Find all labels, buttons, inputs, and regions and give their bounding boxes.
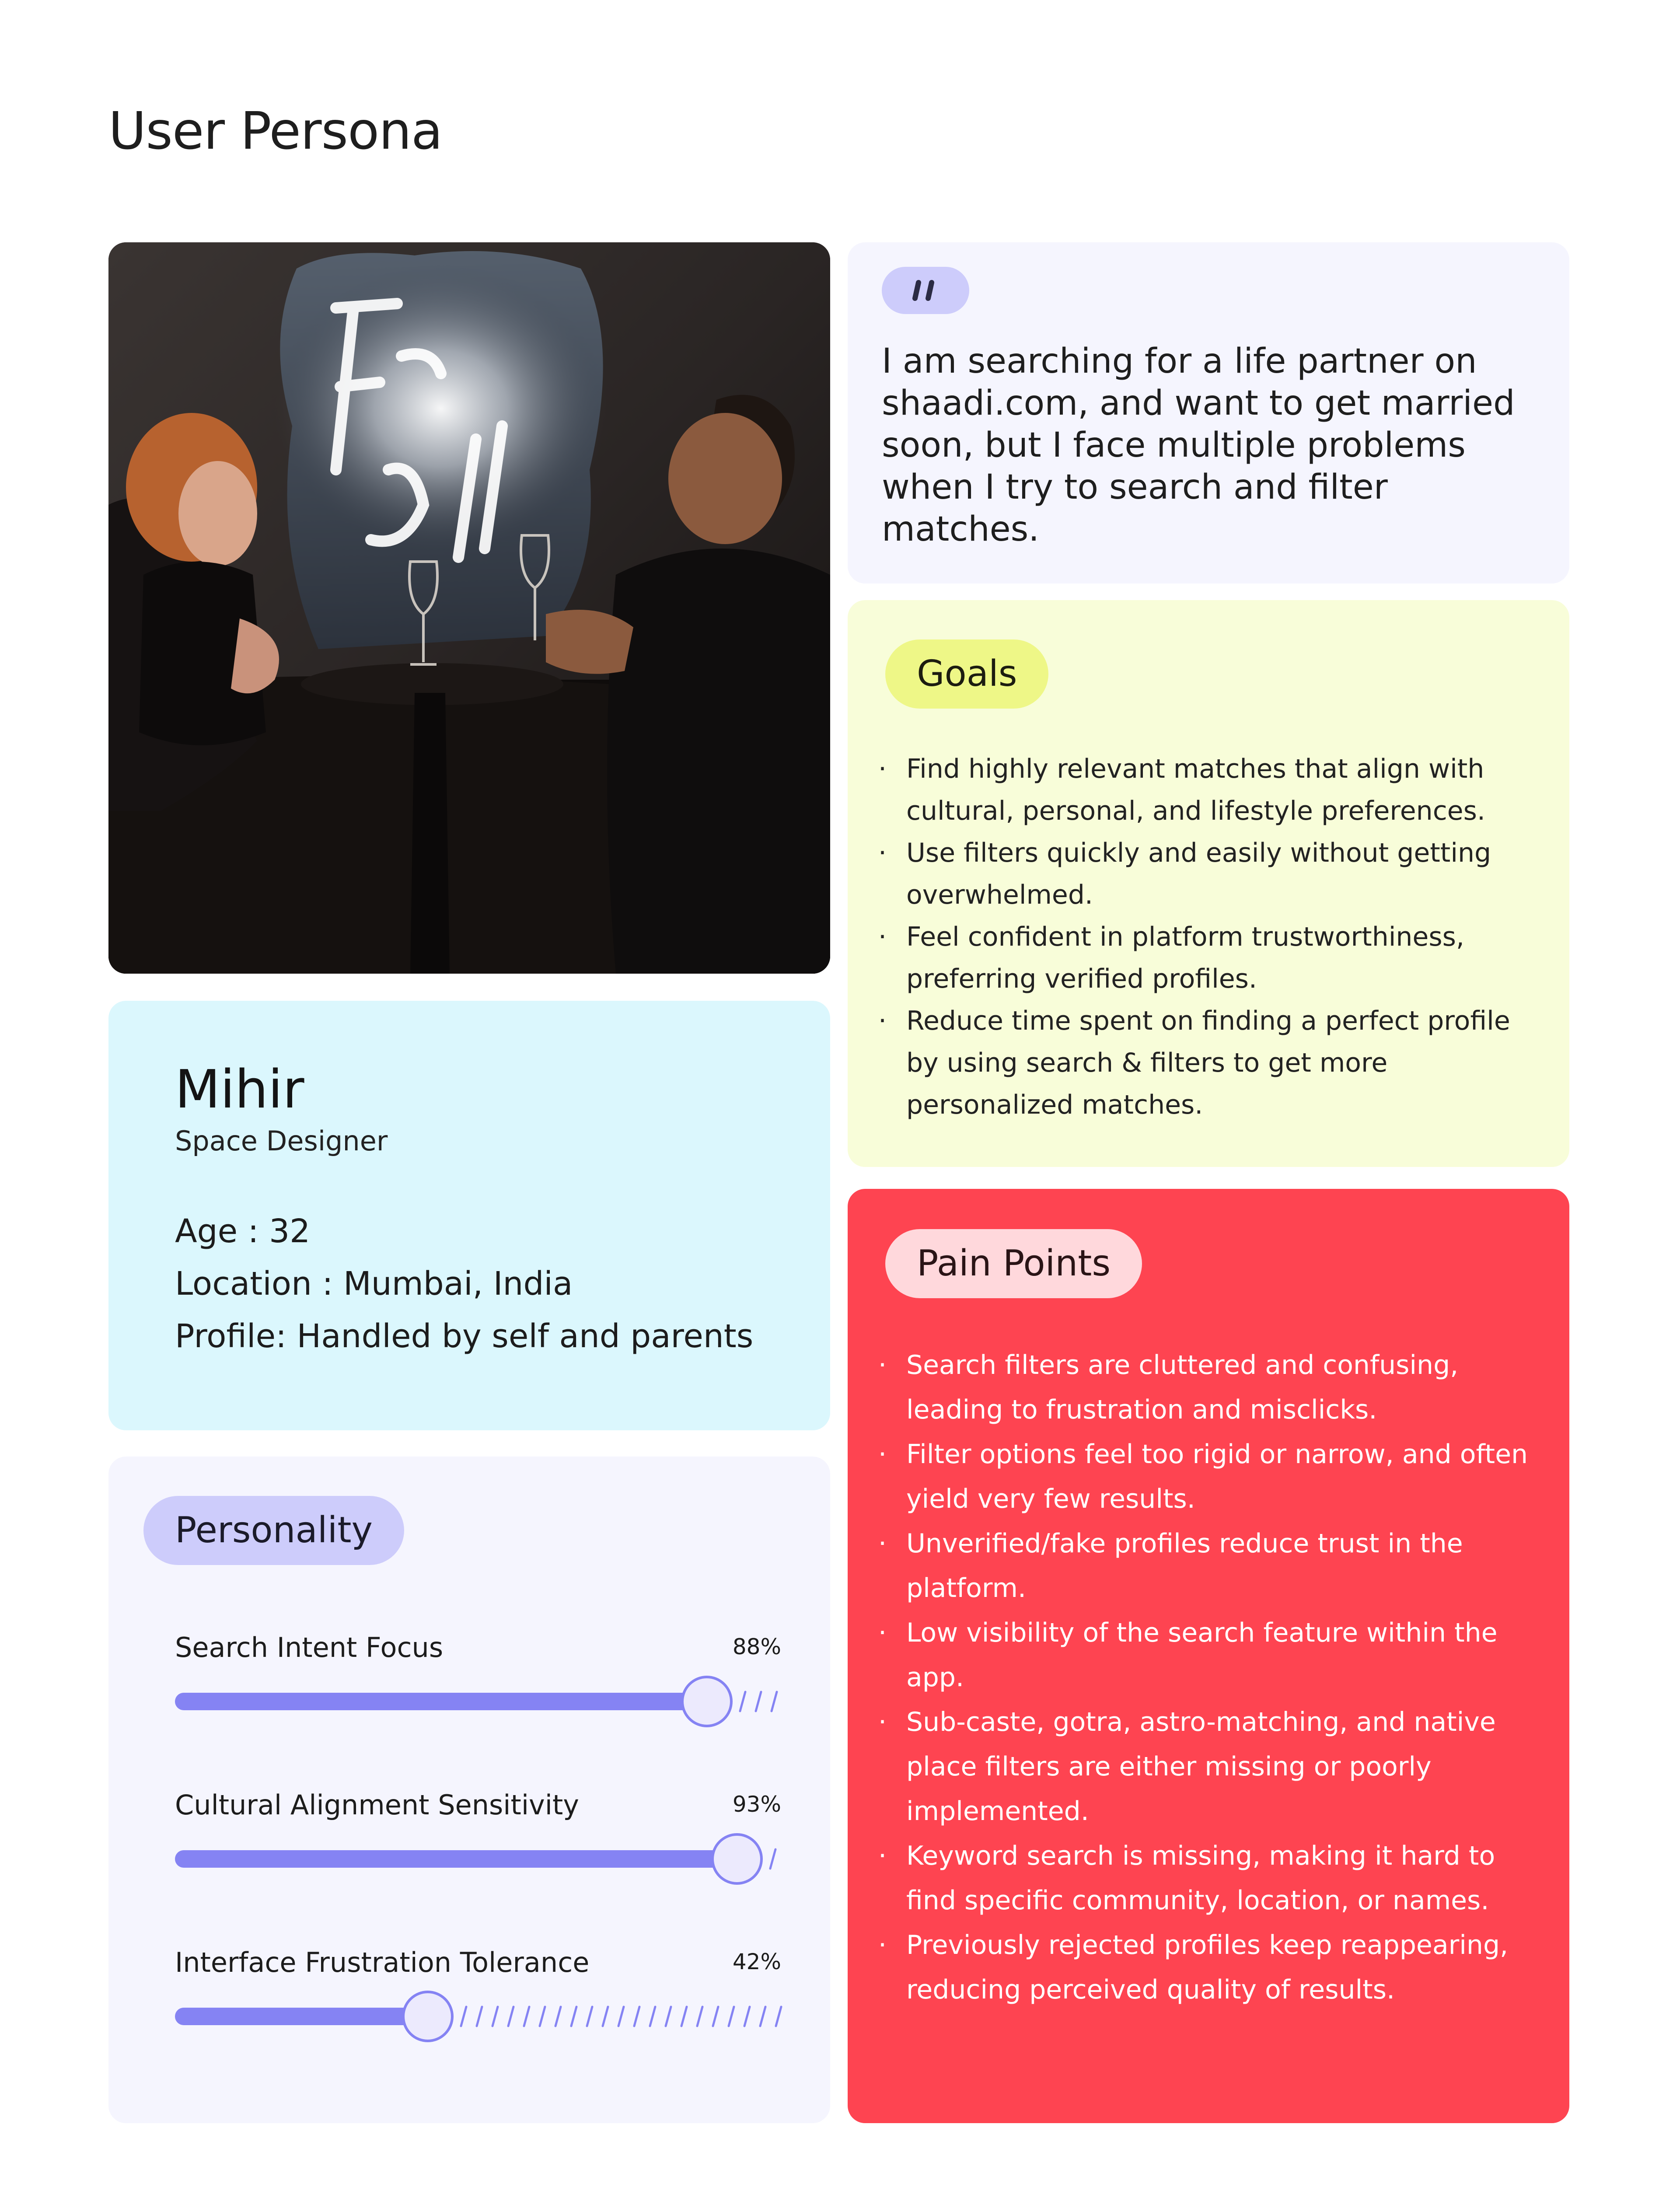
page-title: User Persona bbox=[108, 101, 443, 161]
trait-remainder-hatch bbox=[740, 1692, 777, 1711]
goal-item: · Find highly relevant matches that align with cultural, personal, and lifestyle preferences. bbox=[861, 748, 1543, 832]
trait-remainder-hatch bbox=[461, 2007, 781, 2026]
personality-card bbox=[108, 1457, 830, 2123]
trait-slider[interactable] bbox=[175, 1675, 781, 1728]
trait-value: 88% bbox=[732, 1634, 781, 1659]
trait-label: Cultural Alignment Sensitivity bbox=[175, 1789, 579, 1821]
trait-slider-graphic bbox=[175, 1990, 781, 2043]
pain-point-item: · Sub-caste, gotra, astro-matching, and native place filters are either missing or poorly implemented. bbox=[861, 1700, 1552, 1834]
quote-text: I am searching for a life partner on shaadi.com, and want to get married soon, but I face multiple problems when I try to search and filter matches. bbox=[882, 342, 1515, 549]
pain-point-item: · Previously rejected profiles keep reappearing, reducing perceived quality of results. bbox=[861, 1923, 1552, 2012]
trait-slider-knob[interactable] bbox=[403, 1992, 452, 2041]
trait-fill bbox=[175, 1693, 707, 1710]
trait-value: 42% bbox=[732, 1949, 781, 1974]
trait-slider-graphic bbox=[175, 1675, 781, 1728]
persona-photo bbox=[108, 242, 830, 974]
pain-points-list bbox=[861, 1343, 1552, 2012]
trait-label: Interface Frustration Tolerance bbox=[175, 1946, 590, 1978]
profile-card bbox=[108, 1001, 830, 1430]
goals-title: Goals bbox=[885, 639, 1048, 709]
persona-profile-handler: Profile: Handled by self and parents bbox=[175, 1317, 754, 1355]
persona-age: Age : 32 bbox=[175, 1212, 311, 1250]
trait-slider[interactable] bbox=[175, 1833, 781, 1885]
trait-slider-knob[interactable] bbox=[682, 1677, 731, 1726]
pain-point-item: · Low visibility of the search feature within the app. bbox=[861, 1611, 1552, 1700]
persona-location: Location : Mumbai, India bbox=[175, 1265, 573, 1303]
trait-remainder-hatch bbox=[770, 1849, 775, 1869]
goal-item: · Use filters quickly and easily without getting overwhelmed. bbox=[861, 832, 1543, 916]
trait-slider-knob[interactable] bbox=[713, 1834, 761, 1883]
trait-value: 93% bbox=[732, 1792, 781, 1817]
trait-label: Search Intent Focus bbox=[175, 1632, 444, 1663]
persona-role: Space Designer bbox=[175, 1125, 388, 1157]
goals-card bbox=[848, 600, 1569, 1167]
quote-card bbox=[848, 242, 1569, 583]
persona-name: Mihir bbox=[175, 1059, 304, 1120]
pain-point-item: · Search filters are cluttered and confusing, leading to frustration and misclicks. bbox=[861, 1343, 1552, 1432]
goal-item: · Reduce time spent on finding a perfect profile by using search & filters to get more personalized matches. bbox=[861, 1000, 1543, 1126]
goals-list bbox=[861, 748, 1543, 1126]
pain-point-item: · Keyword search is missing, making it hard to find specific community, location, or names. bbox=[861, 1834, 1552, 1923]
pain-point-item: · Unverified/fake profiles reduce trust in the platform. bbox=[861, 1521, 1552, 1611]
trait-slider-graphic bbox=[175, 1833, 781, 1885]
personality-title: Personality bbox=[143, 1496, 404, 1565]
quote-mark-icon bbox=[882, 267, 969, 314]
trait-fill bbox=[175, 1850, 737, 1868]
pain-point-item: · Filter options feel too rigid or narrow, and often yield very few results. bbox=[861, 1432, 1552, 1521]
quote-mark-icon-glyph bbox=[882, 267, 969, 314]
trait-slider[interactable] bbox=[175, 1990, 781, 2043]
pain-points-title: Pain Points bbox=[885, 1229, 1142, 1298]
goal-item: · Feel confident in platform trustworthiness, preferring verified profiles. bbox=[861, 916, 1543, 1000]
couple-dinner-photo-illustration bbox=[108, 242, 830, 974]
trait-fill bbox=[175, 2008, 428, 2025]
pain-points-card bbox=[848, 1189, 1569, 2123]
